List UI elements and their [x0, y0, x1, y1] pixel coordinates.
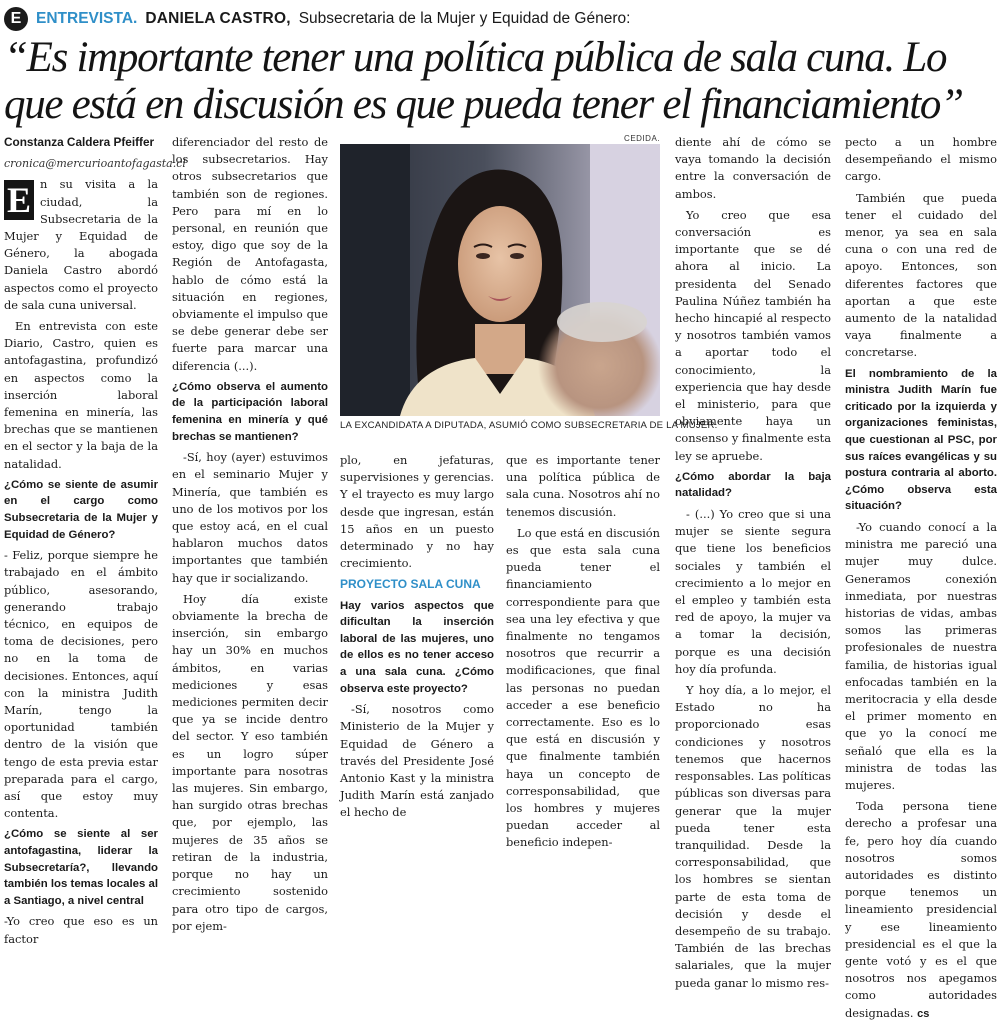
answer-paragraph: -Sí, nosotros como Ministerio de la Mujer y Equidad de Género a través del Presidente José Antonio Kast y la ministra Judith Marín está zanjado el hecho de [340, 702, 494, 820]
byline-author: Constanza Caldera Pfeiffer [4, 135, 155, 149]
drop-cap: E [4, 180, 34, 220]
interviewee-role: Subsecretaria de la Mujer y Equidad de Género: [298, 10, 631, 27]
interviewee-name: DANIELA CASTRO, [145, 10, 291, 27]
byline-email[interactable]: cronica@mercurioantofagasta.cl [4, 157, 186, 171]
interview-question: Hay varios aspectos que dificultan la inserción laboral de las mujeres, uno de ellos es no tener acceso a una sala cuna. ¿Cómo observa este proyecto? [340, 599, 494, 695]
column-3 [340, 452, 494, 826]
section-badge: E [4, 7, 28, 31]
answer-paragraph: pecto a un hombre desempeñando el mismo cargo. [845, 135, 997, 184]
answer-paragraph: diente ahí de cómo se vaya tomando la decisión entre la conversación de ambos. [675, 135, 831, 201]
answer-paragraph: Y hoy día, a lo mejor, el Estado no ha proporcionado esas condiciones y nosotros tenemos que hacernos responsables. Las políticas públicas son diversas para generar que la mujer pueda tener esta tranquilidad. Desde la corresponsabilidad, que los hombres se sientan parte de esta toma de decisión y desde el desempeño de su trabajo. También de las brechas salariales, que la mujer pueda ganar lo mismo res- [675, 683, 831, 990]
photo-caption: LA EXCANDIDATA A DIPUTADA, ASUMIÓ COMO SUBSECRETARIA DE LA MUJER. [340, 420, 718, 431]
answer-paragraph: -Yo creo que eso es un factor [4, 914, 158, 946]
interview-question: ¿Cómo se siente al ser antofagastina, liderar la Subsecretaría?, llevando también los temas locales al a Santiago, a nivel central [4, 828, 158, 907]
subheading: PROYECTO SALA CUNA [340, 577, 481, 592]
answer-paragraph: - (...) Yo creo que si una mujer se siente segura que tiene los beneficios sociales y también el crecimiento a lo mejor en el empleo y también esta red de apoyo, la mujer va a tomar la decisión, porque es una decisión hoy día profunda. [675, 507, 831, 676]
column-1 [4, 134, 186, 952]
article-kicker [4, 4, 630, 34]
answer-paragraph: diferenciador del resto de los subsecretarios. Hay otros subsecretarios que también son de regiones. Pero para mí en lo personal, en reunión que estoy, digo que soy de la Región de Antofagasta, hablo de cómo está la situación en regiones, obviamente el impulso que se debe generar debe ser fuerte para marcar una diferencia (...). [172, 135, 328, 373]
end-mark-icon: cs [917, 1007, 930, 1020]
interview-question: ¿Cómo se siente de asumir en el cargo como Subsecretaria de la Mujer y Equidad de Género? [4, 478, 158, 541]
intro-paragraph: E n su visita a la ciudad, la Subsecretaria de la Mujer y Equidad de Género, la abogada Daniela Castro abordó aspectos como el proyecto de sala cuna universal. [4, 177, 158, 312]
answer-paragraph: Hoy día existe obviamente la brecha de inserción, sin embargo hay un 30% en muchos ámbitos, en varias mediciones y esas mediciones permiten decir que ya se incide dentro del sector. Y eso también es un logro súper importante para nosotras las mujeres. Sin embargo, han surgido otras brechas que, por ejemplo, las mujeres de 35 años se retiran de la industria, porque no hay un crecimiento sostenido para otro tipo de cargos, por ejem- [172, 591, 328, 933]
column-6 [845, 134, 997, 1027]
photo-credit: CEDIDA. [624, 134, 660, 143]
answer-paragraph: Yo creo que esa conversación es importante que se dé ahora al inicio. La presidenta del Senado Paulina Núñez también ha hecho hincapié al respecto y nosotros también vamos a aportar todo el conocimiento, la experiencia que hay desde el ministerio, para que obviamente haya un consenso y finalmente esta ley se apruebe. [675, 207, 832, 463]
answer-paragraph: -Sí, hoy (ayer) estuvimos en el seminario Mujer y Minería, que también es uno de los motivos por los que estoy acá, en el cual hablaron muchos datos importantes que también hay que ir socializando. [172, 450, 328, 585]
photo-block [340, 134, 718, 438]
answer-paragraph: Lo que está en discusión es que esta sala cuna pueda tener el financiamiento correspondiente para que sea una ley efectiva y que finalmente no tengamos nosotros que recurrir a modificaciones, que final las personas no puedan acceder a ese beneficio correctamente. Eso es lo que está en discusión y que finalmente también haya un concepto de corresponsabilidad, que los hombres y mujeres puedan acceder al beneficio indepen- [506, 525, 660, 850]
column-2 [172, 134, 328, 939]
answer-paragraph: - Feliz, porque siempre he trabajado en el ámbito público, asesorando, generando trabajo técnico, en equipos de toma de decisiones, pero no en la toma de decisiones. Entonces, aquí con la ministra Judith Marín, tengo la oportunidad también dentro de la visión que tengo de esta previa estar preparada para el cargo, así que estoy muy contenta. [4, 548, 158, 821]
headline: “Es importante tener una política pública de sala cuna. Lo que está en discusión es que pueda tener el financiamiento” [4, 34, 963, 128]
body-paragraph: En entrevista con este Diario, Castro, quien es antofagastina, profundizó en aspectos como la inserción laboral femenina en minería, las brechas que se mantienen en el sector y la baja de la natalidad. [4, 319, 158, 471]
section-label: ENTREVISTA. [36, 10, 138, 27]
column-5 [675, 134, 831, 996]
answer-paragraph: Toda persona tiene derecho a profesar una fe, pero hoy día cuando nosotros somos autoridades es distinto porque tenemos un lineamiento presidencial y ese lineamiento presidencial es el que la gente votó y es el que nosotros nos apegamos como autoridades designadas. cs [845, 799, 997, 1020]
interview-question: ¿Cómo observa el aumento de la participación laboral femenina en minería y qué brechas se mantienen? [172, 380, 328, 443]
answer-paragraph: que es importante tener una política pública de sala cuna. Nosotros ahí no tenemos discusión. [506, 453, 660, 519]
interviewee-photo [340, 144, 660, 416]
column-4 [506, 452, 660, 856]
answer-paragraph: plo, en jefaturas, supervisiones y gerencias. Y el trayecto es muy largo desde que ingresan, están 15 años en un puesto determinado y no hay crecimiento. [340, 453, 494, 571]
interview-question: El nombramiento de la ministra Judith Marín fue criticado por la izquierda y organizaciones feministas, que cuestionan al PSC, por sus raíces evangélicas y su postura contraria al aborto. ¿Cómo observa esta situación? [845, 367, 997, 513]
answer-paragraph: -Yo cuando conocí a la ministra me pareció una mujer muy dulce. Generamos conexión inmediata, por nuestras historias de vidas, ambas somos las primeras profesionales de nuestra familia, de historias igual enfocadas también en la meritocracia y ella desde el primer momento en que yo la conocí me señaló que ella es la ministra de todas las mujeres. [845, 519, 997, 793]
interview-question: ¿Cómo abordar la baja natalidad? [675, 470, 831, 500]
answer-paragraph: También que pueda tener el cuidado del menor, ya sea en sala cuna o con una red de apoyo. Entonces, son diferentes factores que aportan a que este aumento de la natalidad vaya finalmente a concretarse. [845, 190, 997, 360]
